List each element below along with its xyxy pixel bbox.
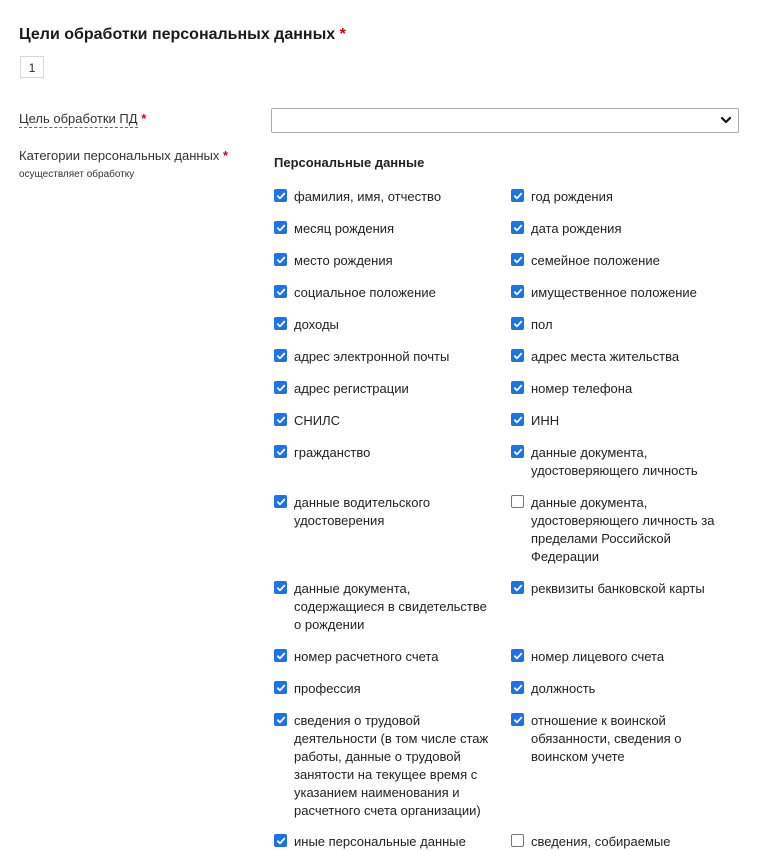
- checkbox-item[interactable]: [511, 252, 736, 270]
- checkbox-item[interactable]: [274, 712, 494, 820]
- checkbox[interactable]: [511, 649, 524, 662]
- checkmark-icon: [276, 683, 286, 693]
- checkbox-label: данные документа, удостоверяющего личность: [531, 445, 698, 478]
- checkbox-item[interactable]: [511, 412, 736, 430]
- checkbox-label: гражданство: [294, 445, 371, 460]
- checkmark-icon: [513, 651, 523, 661]
- categories-label: [19, 148, 228, 163]
- chevron-down-icon: [720, 113, 732, 127]
- checkbox-label: год рождения: [531, 189, 613, 204]
- checkbox[interactable]: [511, 189, 524, 202]
- checkbox[interactable]: [274, 581, 287, 594]
- checkbox-label: сведения, собираемые: [531, 834, 671, 849]
- checkbox-item[interactable]: [274, 316, 489, 334]
- purpose-counter: 1: [20, 56, 44, 78]
- checkbox-item[interactable]: [511, 316, 736, 334]
- checkbox-label: номер лицевого счета: [531, 649, 665, 664]
- checkmark-icon: [513, 287, 523, 297]
- checkbox-item[interactable]: [511, 712, 711, 766]
- checkbox-label: номер телефона: [531, 381, 633, 396]
- checkmark-icon: [276, 191, 286, 201]
- checkmark-icon: [276, 319, 286, 329]
- checkbox-item[interactable]: [511, 188, 736, 206]
- required-mark: *: [223, 148, 229, 163]
- checkbox[interactable]: [274, 834, 287, 847]
- checkbox[interactable]: [511, 221, 524, 234]
- checkbox[interactable]: [274, 189, 287, 202]
- checkbox-item[interactable]: [511, 494, 731, 566]
- checkbox[interactable]: [274, 413, 287, 426]
- checkmark-icon: [276, 383, 286, 393]
- categories-sublabel: осуществляет обработку: [19, 169, 135, 180]
- checkbox-item[interactable]: [274, 833, 489, 851]
- checkbox-item[interactable]: [274, 680, 489, 698]
- checkmark-icon: [513, 351, 523, 361]
- checkbox[interactable]: [274, 285, 287, 298]
- checkmark-icon: [513, 383, 523, 393]
- checkbox[interactable]: [274, 445, 287, 458]
- purpose-label: [19, 111, 146, 126]
- checkbox[interactable]: [274, 317, 287, 330]
- checkbox-label: данные документа, содержащиеся в свидетельстве о рождении: [294, 581, 487, 632]
- checkbox-item[interactable]: [274, 252, 489, 270]
- checkbox[interactable]: [274, 713, 287, 726]
- checkbox-item[interactable]: [511, 348, 736, 366]
- checkmark-icon: [276, 836, 286, 846]
- checkmark-icon: [276, 415, 286, 425]
- checkmark-icon: [276, 651, 286, 661]
- checkbox[interactable]: [511, 253, 524, 266]
- checkbox-label: ИНН: [531, 413, 560, 428]
- group-title: Персональные данные: [274, 155, 425, 170]
- checkbox-label: месяц рождения: [294, 221, 395, 236]
- checkbox-label: номер расчетного счета: [294, 649, 439, 664]
- checkbox-item[interactable]: [511, 833, 736, 851]
- checkbox-label: доходы: [294, 317, 339, 332]
- checkbox-label: социальное положение: [294, 285, 436, 300]
- checkbox-item[interactable]: [511, 580, 736, 598]
- checkmark-icon: [276, 351, 286, 361]
- purpose-label-text: Цель обработки ПД: [19, 111, 138, 126]
- checkbox[interactable]: [511, 581, 524, 594]
- checkbox-item[interactable]: [274, 220, 489, 238]
- checkbox-label: данные водительского удостоверения: [294, 495, 431, 528]
- categories-label-text: Категории персональных данных: [19, 148, 220, 163]
- checkbox-item[interactable]: [511, 284, 736, 302]
- checkbox-item[interactable]: [274, 284, 489, 302]
- checkmark-icon: [276, 497, 286, 507]
- checkbox-label: дата рождения: [531, 221, 622, 236]
- checkmark-icon: [513, 583, 523, 593]
- checkbox[interactable]: [274, 253, 287, 266]
- checkbox-label: данные документа, удостоверяющего личность за пределами Российской Федерации: [531, 495, 715, 564]
- checkbox-item[interactable]: [274, 348, 489, 366]
- checkmark-icon: [513, 191, 523, 201]
- section-title: [19, 26, 346, 44]
- checkbox-item[interactable]: [511, 444, 726, 480]
- section-title-text: Цели обработки персональных данных: [19, 26, 336, 43]
- checkbox-label: адрес регистрации: [294, 381, 409, 396]
- checkbox-item[interactable]: [274, 444, 489, 462]
- checkbox-label: адрес места жительства: [531, 349, 680, 364]
- checkbox-item[interactable]: [274, 412, 489, 430]
- checkbox-item[interactable]: [274, 188, 489, 206]
- checkbox[interactable]: [511, 317, 524, 330]
- checkbox[interactable]: [274, 681, 287, 694]
- checkbox[interactable]: [511, 445, 524, 458]
- purpose-select[interactable]: [271, 108, 739, 133]
- checkbox[interactable]: [511, 495, 524, 508]
- checkbox[interactable]: [511, 681, 524, 694]
- checkmark-icon: [513, 223, 523, 233]
- checkbox-label: иные персональные данные: [294, 834, 466, 849]
- checkbox-label: должность: [531, 681, 596, 696]
- required-mark: *: [141, 111, 147, 126]
- checkbox-label: СНИЛС: [294, 413, 341, 428]
- checkmark-icon: [513, 683, 523, 693]
- checkbox-label: профессия: [294, 681, 361, 696]
- checkbox[interactable]: [511, 381, 524, 394]
- checkmark-icon: [513, 319, 523, 329]
- checkbox-label: семейное положение: [531, 253, 660, 268]
- checkbox-label: имущественное положение: [531, 285, 697, 300]
- checkbox-item[interactable]: [511, 220, 736, 238]
- checkbox-item[interactable]: [274, 648, 489, 666]
- checkmark-icon: [276, 255, 286, 265]
- checkbox-label: отношение к воинской обязанности, сведения о воинском учете: [531, 713, 682, 764]
- checkbox-label: пол: [531, 317, 553, 332]
- checkbox[interactable]: [511, 285, 524, 298]
- checkbox-label: сведения о трудовой деятельности (в том числе стаж работы, данные о трудовой занятости на текущее время с указанием наименования и расчетного счета организации): [294, 713, 489, 818]
- required-mark: *: [339, 26, 346, 43]
- checkbox-item[interactable]: [274, 494, 474, 530]
- checkbox-item[interactable]: [274, 580, 489, 634]
- checkbox[interactable]: [511, 413, 524, 426]
- checkbox[interactable]: [274, 495, 287, 508]
- checkmark-icon: [276, 223, 286, 233]
- checkbox-item[interactable]: [511, 380, 736, 398]
- checkmark-icon: [513, 415, 523, 425]
- checkbox[interactable]: [274, 221, 287, 234]
- checkbox[interactable]: [511, 349, 524, 362]
- checkbox-item[interactable]: [511, 648, 736, 666]
- checkbox[interactable]: [511, 834, 524, 847]
- checkmark-icon: [276, 447, 286, 457]
- checkmark-icon: [513, 255, 523, 265]
- checkbox-label: фамилия, имя, отчество: [294, 189, 442, 204]
- checkmark-icon: [513, 447, 523, 457]
- checkmark-icon: [276, 287, 286, 297]
- checkmark-icon: [276, 715, 286, 725]
- checkbox[interactable]: [511, 713, 524, 726]
- checkmark-icon: [276, 583, 286, 593]
- checkbox-item[interactable]: [274, 380, 489, 398]
- checkbox-item[interactable]: [511, 680, 736, 698]
- checkbox-label: реквизиты банковской карты: [531, 581, 705, 596]
- checkbox[interactable]: [274, 381, 287, 394]
- checkbox-label: место рождения: [294, 253, 393, 268]
- checkbox[interactable]: [274, 349, 287, 362]
- checkbox-label: адрес электронной почты: [294, 349, 450, 364]
- checkmark-icon: [513, 715, 523, 725]
- checkbox[interactable]: [274, 649, 287, 662]
